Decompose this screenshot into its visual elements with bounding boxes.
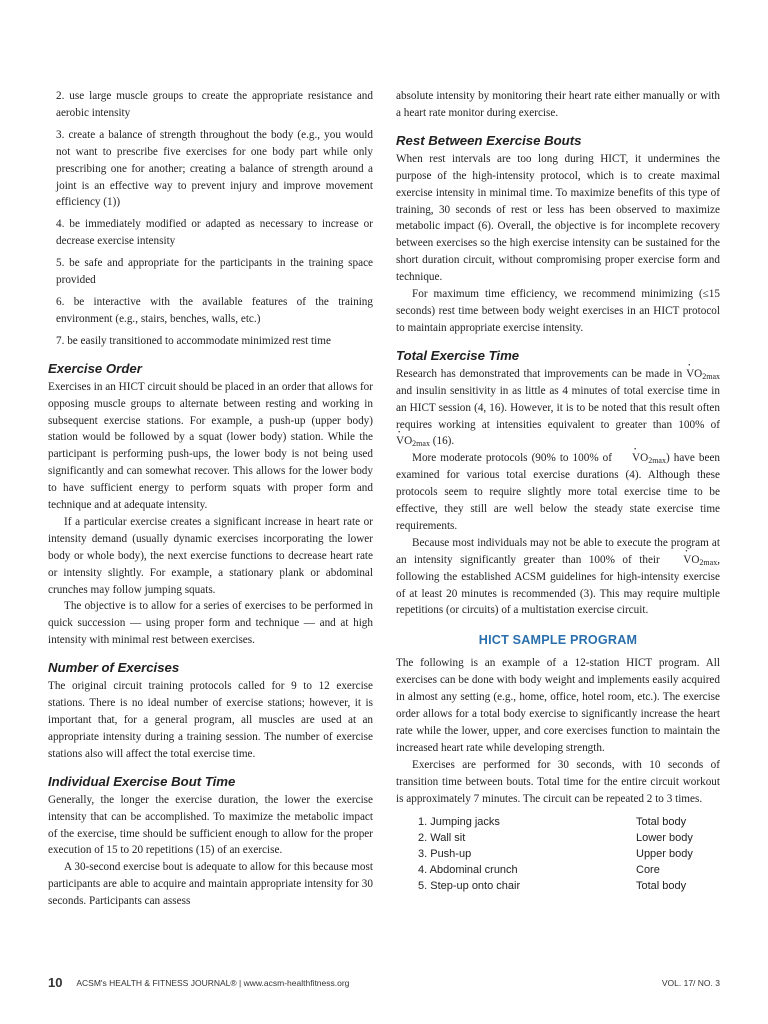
paragraph: The original circuit training protocols called for 9 to 12 exercise stations. There is no ideal number of exercise stations; however, it is important that, for a general program, all muscles are used at an appropriate intensity during a training session. The number of exercise stations also will affect the total exercise time. <box>48 680 373 760</box>
paragraph: When rest intervals are too long during HICT, it undermines the purpose of the high-intensity protocol, which is to create maximal exercise intensity in minimal time. To maximize benefits of this type of training, 30 seconds of rest or less has been observed to maximize metabolic impact (6). Overall, the objective is for incomplete recovery between exercises so the high exercise intensity can be sustained for the short duration circuit, without compromising proper exercise form and technique. <box>396 152 720 284</box>
paragraph: Exercises are performed for 30 seconds, with 10 seconds of transition time between bouts. Total time for the entire circuit workout is approximately 7 minutes. The circuit can be repeated 2 to 3 times. <box>396 758 720 805</box>
vo2max-term <box>616 450 666 467</box>
vo-text: VO <box>683 553 700 566</box>
list-item: 6. be interactive with the available features of the training environment (e.g., stairs, benches, walls, etc.) <box>56 295 373 325</box>
program-row <box>418 831 720 847</box>
vo-subscript: 2max <box>412 439 430 449</box>
list-item: 2. use large muscle groups to create the appropriate resistance and aerobic intensity <box>56 90 373 119</box>
vo2max-term <box>667 552 717 569</box>
text-run: and insulin sensitivity in as little as 4 minutes of total exercise time in an HICT session (4, 16). However, it is to be noted that this result often requires working at intensities equivalent to greater than 100% of <box>396 384 720 431</box>
program-row <box>418 847 720 863</box>
program-area: Total body <box>636 879 687 892</box>
vo2max-term <box>686 366 720 383</box>
vo-subscript: 2max <box>702 371 721 381</box>
paragraph <box>396 366 720 451</box>
text-run: Because most individuals may not be able to execute the program at an intensity significantly greater than 100% of their <box>396 536 720 566</box>
text-run: (16). <box>432 435 455 448</box>
section-heading-exercise-order: Exercise Order <box>48 360 142 376</box>
vo-subscript: 2max <box>648 456 666 466</box>
program-area: Total body <box>636 816 687 829</box>
paragraph: Generally, the longer the exercise duration, the lower the exercise intensity that can be accomplished. To maximize the metabolic impact of the exercise, time should be sufficient enough to allow for the proper execution of 15 to 20 repetitions (15) of an exercise. <box>48 793 373 857</box>
volume-number: VOL. 17/ NO. 3 <box>661 978 720 988</box>
section-heading-total-time: Total Exercise Time <box>396 347 520 363</box>
paragraph: absolute intensity by monitoring their heart rate either manually or with a heart rate monitor during exercise. <box>396 90 720 119</box>
text-run: ) have been examined for various total exercise durations (4). Although these protocols seem to require slightly more total exercise time to be effective, they still are well below the steady state exercise time requirements. <box>396 452 720 532</box>
paragraph: The following is an example of a 12-station HICT program. All exercises can be done with body weight and implements easily acquired in almost any setting (e.g., home, office, hotel room, etc.). The exercise order allows for a total body exercise to significantly increase the heart rate while the lower, upper, and core exercises function to maintain the increased heart rate while developing strength. <box>396 657 720 754</box>
paragraph: If a particular exercise creates a significant increase in heart rate or intensity demand (usually dynamic exercises incorporating the lower body or whole body), the next exercise functions to decrease heart rate or intensity slightly. For example, a stationary plank or abdominal crunches may follow jumping squats. <box>48 515 373 596</box>
program-list <box>418 815 720 894</box>
vo-text: VO <box>686 367 703 380</box>
vo2max-term <box>396 433 430 450</box>
paragraph: A 30-second exercise bout is adequate to allow for this because most participants are able to acquire and maintain appropriate intensity for 30 seconds. Participants can assess <box>48 861 373 908</box>
program-exercise: 1. Jumping jacks <box>418 816 500 829</box>
program-exercise: 5. Step-up onto chair <box>418 879 521 892</box>
journal-title: ACSM's HEALTH & FITNESS JOURNAL® | www.acsm-healthfitness.org <box>76 978 350 988</box>
page-number: 10 <box>48 975 63 990</box>
paragraph: For maximum time efficiency, we recommend minimizing (≤15 seconds) rest time between body weight exercises in an HICT protocol to maintain appropriate exercise intensity. <box>396 288 720 334</box>
list-item: 5. be safe and appropriate for the participants in the training space provided <box>56 257 373 287</box>
section-heading-bout-time: Individual Exercise Bout Time <box>48 773 236 789</box>
paragraph <box>396 535 720 620</box>
text-run: More moderate protocols (90% to 100% of <box>412 452 612 465</box>
vo-subscript: 2max <box>699 557 718 567</box>
program-area: Lower body <box>636 832 693 845</box>
program-exercise: 4. Abdominal crunch <box>418 863 518 876</box>
program-row <box>418 815 720 831</box>
text-run: Research has demonstrated that improvements can be made in <box>396 367 683 380</box>
vo-text: VO <box>396 435 413 448</box>
paragraph: The objective is to allow for a series of exercises to be performed in quick succession — using proper form and technique — and at high intensity with minimal rest between exercises. <box>48 600 373 647</box>
left-column <box>48 88 373 910</box>
section-heading-rest: Rest Between Exercise Bouts <box>396 132 582 148</box>
text-run: , following the established ACSM guidelines for high-intensity exercise of at least 20 minutes is recommended (3). This may require multiple repetitions (or circuits) of a multistation exercise circuit. <box>396 553 720 617</box>
vo-text: VO <box>632 452 649 465</box>
section-heading-number-of-exercises: Number of Exercises <box>48 660 180 676</box>
list-item: 4. be immediately modified or adapted as necessary to increase or decrease exercise intensity <box>56 218 373 248</box>
program-row <box>418 879 720 895</box>
paragraph: Exercises in an HICT circuit should be placed in an order that allows for opposing muscle groups to alternate between resting and working in subsequent exercise stations. For example, a push-up (upper body) station would be followed by a squat (lower body) station. While the participant is performing push-ups, the lower body is not being used significantly and can somewhat recover. This allows for the lower body to have sufficient energy to perform squats with proper form and technique and at adequate intensity. <box>48 380 373 512</box>
program-exercise: 2. Wall sit <box>418 832 466 845</box>
program-area: Core <box>636 863 660 876</box>
section-heading-sample-program: HICT SAMPLE PROGRAM <box>478 633 638 648</box>
program-exercise: 3. Push-up <box>418 848 472 861</box>
paragraph <box>396 450 720 535</box>
program-area: Upper body <box>636 848 693 861</box>
page-footer <box>48 975 720 990</box>
list-item: 7. be easily transitioned to accommodate minimized rest time <box>56 334 331 347</box>
program-row <box>418 863 720 879</box>
list-item: 3. create a balance of strength throughout the body (e.g., you would not want to prescribe five exercises for one body part while only prescribing one for another; creating a balance of strength around a joint is an effective way to prevent injury and improve movement efficiency (1)) <box>56 128 373 209</box>
right-column <box>396 88 720 894</box>
